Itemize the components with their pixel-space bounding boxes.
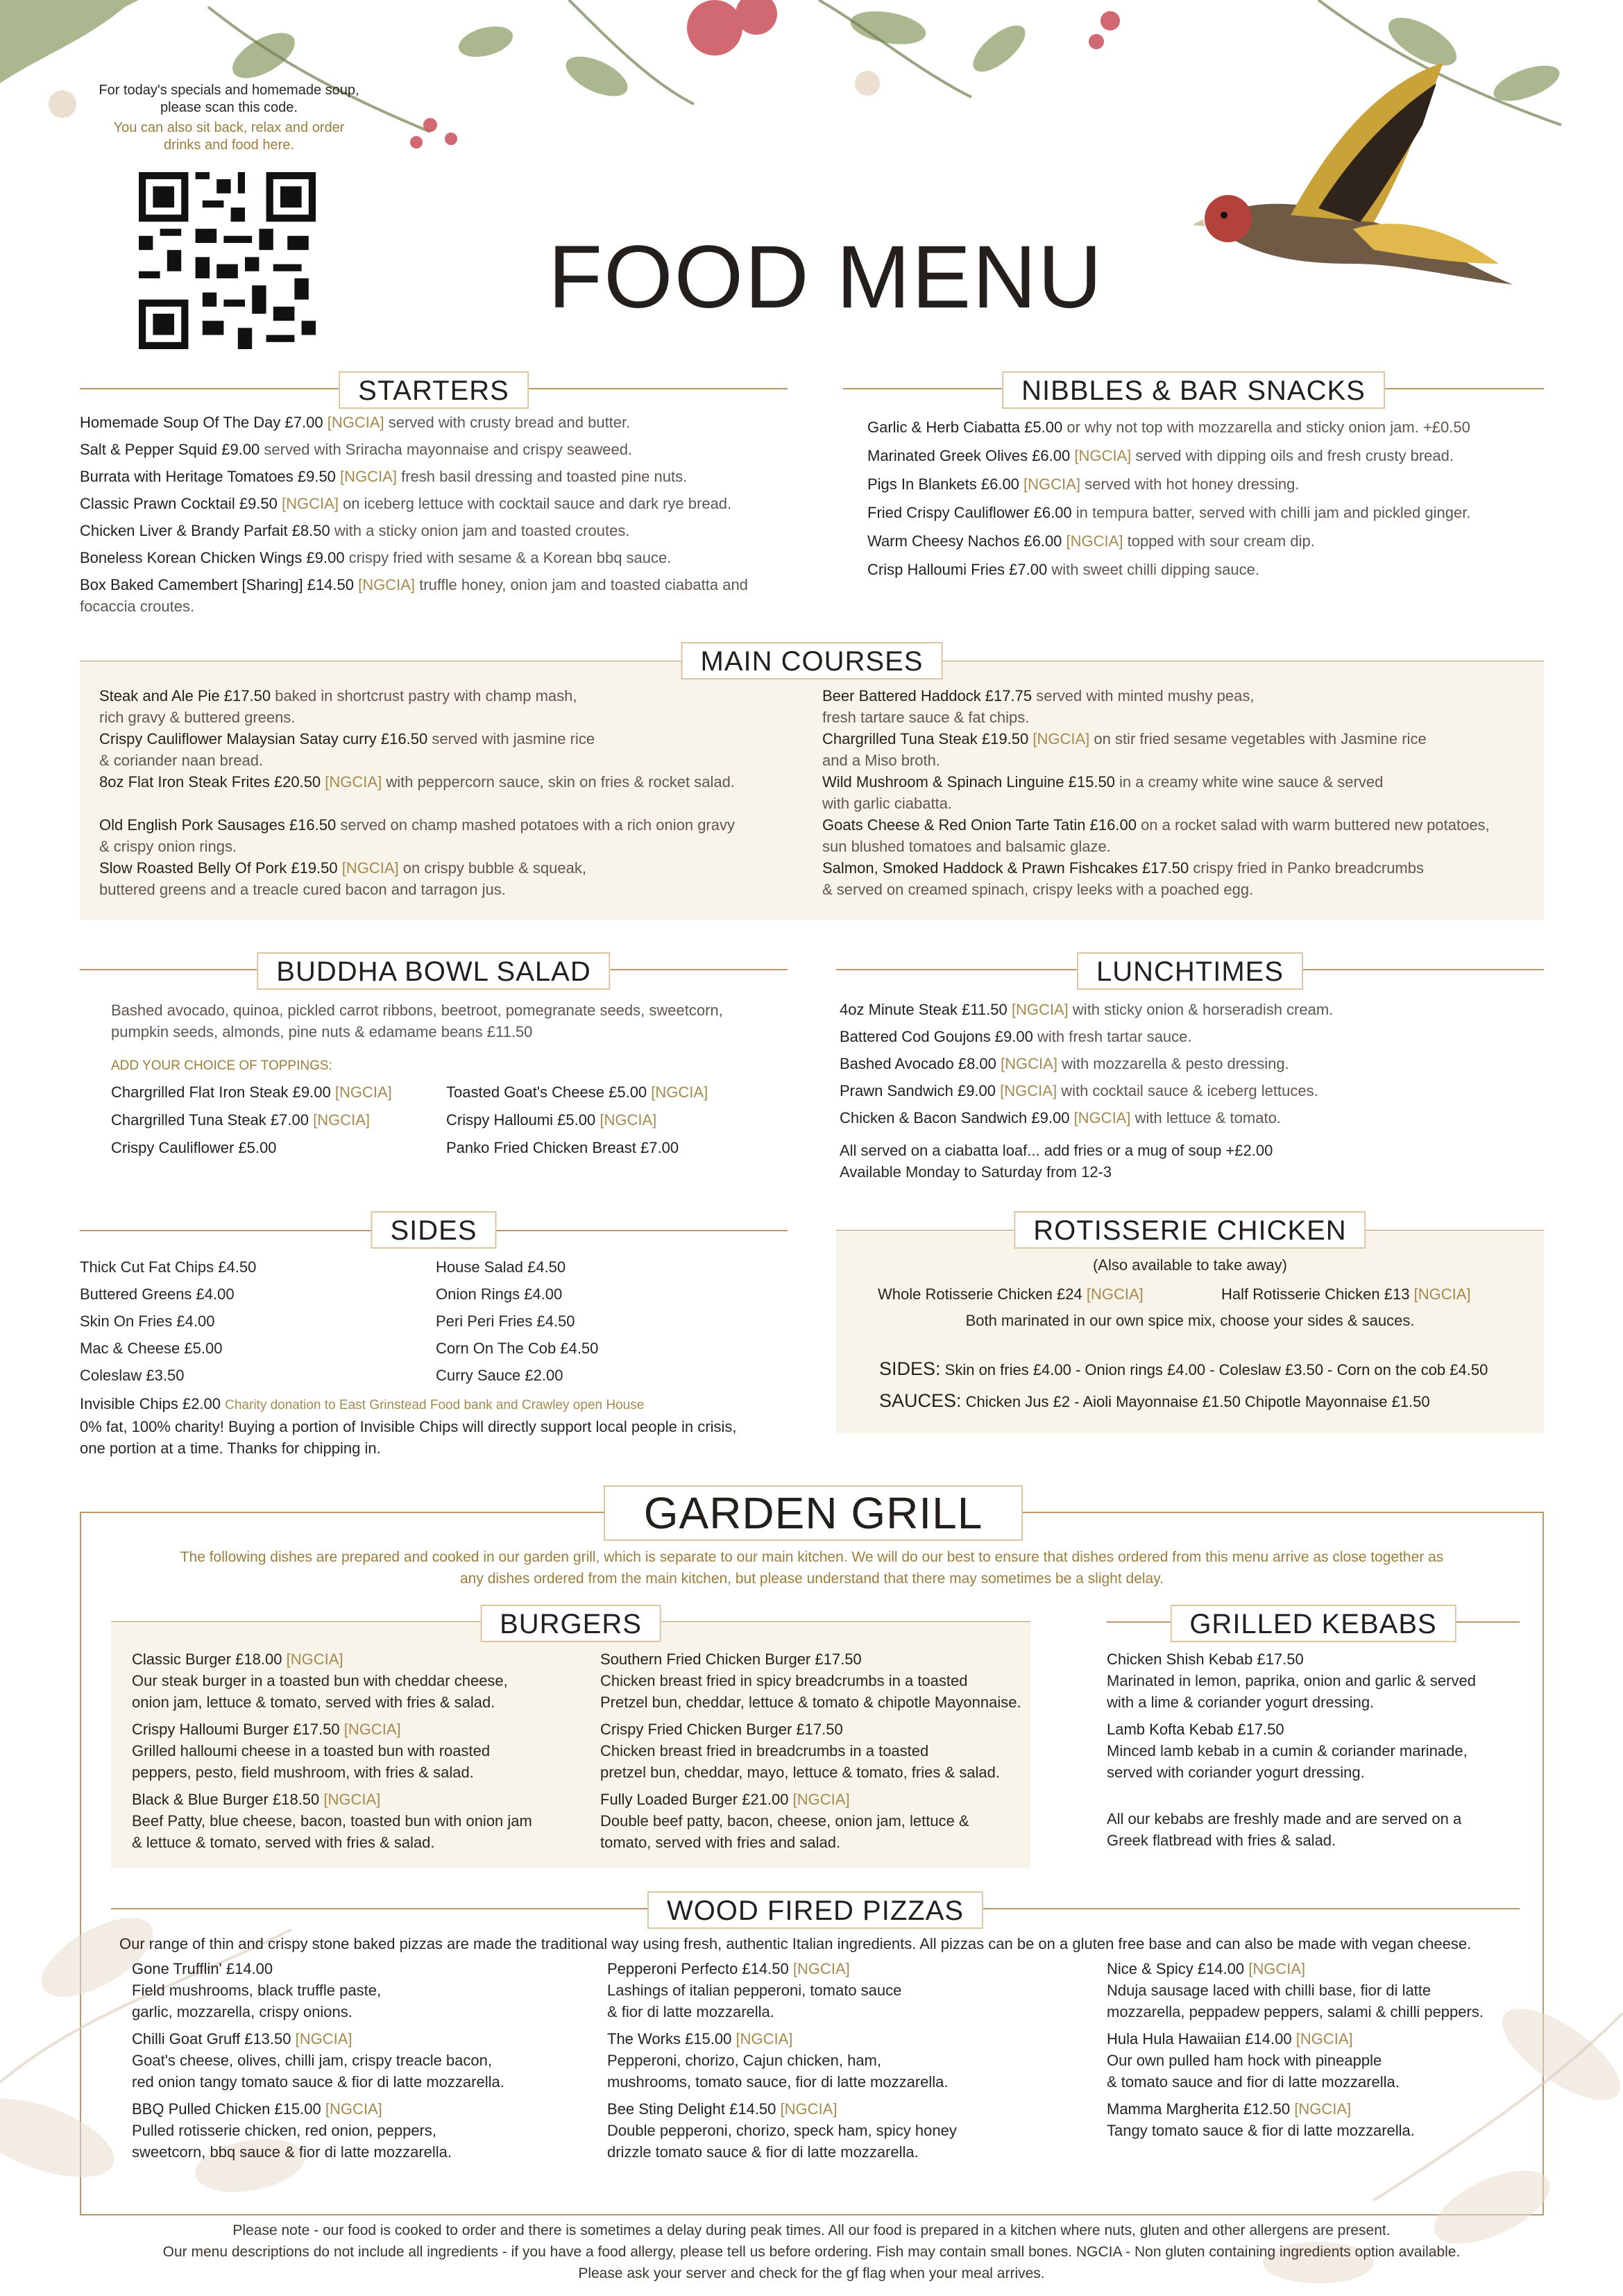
item-name: Invisible Chips £2.00 bbox=[80, 1395, 221, 1412]
item-desc: on iceberg lettuce with cocktail sauce and dark rye bread. bbox=[343, 495, 732, 512]
item-desc: served with minted mushy peas, bbox=[1036, 687, 1255, 704]
rotisserie-whole bbox=[878, 1283, 1144, 1305]
item-desc: topped with sour cream dip. bbox=[1127, 532, 1315, 550]
item-desc: & coriander naan bread. bbox=[99, 752, 264, 769]
item-desc: garlic, mozzarella, crispy onions. bbox=[132, 2003, 352, 2020]
topping-item bbox=[446, 1081, 779, 1103]
toppings-left bbox=[111, 1081, 444, 1158]
menu-item bbox=[132, 1648, 576, 1670]
item-name: Crispy Halloumi £5.00 bbox=[446, 1111, 596, 1129]
item-name: Half Rotisserie Chicken £13 bbox=[1221, 1285, 1410, 1303]
item-desc: & fior di latte mozzarella. bbox=[607, 2003, 774, 2020]
qr-instructions bbox=[66, 82, 392, 154]
ngcia-tag: [NGCIA] bbox=[334, 1083, 392, 1101]
item-desc: onion jam, lettuce & tomato, served with fries & salad. bbox=[132, 1694, 495, 1711]
item-desc: fresh basil dressing and toasted pine nuts. bbox=[401, 468, 688, 485]
item-desc: tomato, served with fries and salad. bbox=[600, 1834, 841, 1851]
item-desc: served with coriander yogurt dressing. bbox=[1107, 1764, 1365, 1781]
ngcia-tag: [NGCIA] bbox=[1011, 1001, 1069, 1018]
item-name: Bee Sting Delight £14.50 bbox=[607, 2100, 776, 2118]
ngcia-tag: [NGCIA] bbox=[341, 859, 399, 877]
mains-right-column bbox=[822, 685, 1544, 900]
menu-item bbox=[80, 574, 760, 617]
pizzas-intro: Our range of thin and crispy stone baked pizzas are made the traditional way using fresh, authentic Italian ingredients. All pizzas can be on a gluten free base and can also be made with vegan cheese. bbox=[119, 1935, 1472, 1952]
rotisserie-sub: (Also available to take away) bbox=[1092, 1256, 1288, 1274]
item-desc: Chicken breast fried in spicy breadcrumbs in a toasted bbox=[600, 1672, 968, 1689]
item-name: Prawn Sandwich £9.00 bbox=[840, 1082, 996, 1099]
item-desc: truffle honey, onion jam and toasted ciabatta and focaccia croutes. bbox=[80, 576, 748, 615]
item-desc: red onion tangy tomato sauce & fior di latte mozzarella. bbox=[132, 2073, 504, 2091]
menu-item bbox=[600, 1719, 1030, 1740]
intro-line: The following dishes are prepared and cooked in our garden grill, which is separate to our main kitchen. We will do our best to ensure that dishes ordered from this menu arrive as close together as bbox=[180, 1549, 1444, 1565]
item-name: Chicken Shish Kebab £17.50 bbox=[1107, 1651, 1304, 1668]
qr-text-2: please scan this code. bbox=[160, 100, 298, 115]
ngcia-tag: [NGCIA] bbox=[1086, 1285, 1144, 1303]
invisible-chips bbox=[80, 1393, 788, 1459]
rotisserie-half bbox=[1221, 1283, 1471, 1305]
side-item: Skin On Fries £4.00 bbox=[80, 1312, 215, 1330]
item-name: Chargrilled Tuna Steak £7.00 bbox=[111, 1111, 309, 1129]
item-name: Nice & Spicy £14.00 bbox=[1107, 1960, 1245, 1977]
ngcia-tag: [NGCIA] bbox=[325, 2100, 382, 2118]
kebabs-title: GRILLED KEBABS bbox=[1170, 1605, 1456, 1642]
item-name: Burrata with Heritage Tomatoes £9.50 bbox=[80, 468, 336, 485]
ngcia-tag: [NGCIA] bbox=[1033, 730, 1090, 748]
menu-item bbox=[99, 857, 821, 900]
menu-item bbox=[1107, 2098, 1520, 2120]
item-desc: mushrooms, tomato sauce, fior di latte mozzarella. bbox=[607, 2073, 949, 2091]
rotisserie-section bbox=[836, 1211, 1544, 1433]
item-name: Crispy Halloumi Burger £17.50 bbox=[132, 1721, 340, 1738]
item-desc: with a lime & coriander yogurt dressing. bbox=[1107, 1694, 1375, 1711]
item-desc: rich gravy & buttered greens. bbox=[99, 709, 296, 726]
item-desc: drizzle tomato sauce & fior di latte mozzarella. bbox=[607, 2143, 919, 2161]
lunch-list bbox=[840, 999, 1540, 1183]
menu-item bbox=[867, 530, 1544, 552]
ngcia-tag: [NGCIA] bbox=[323, 1791, 381, 1808]
item-name: Steak and Ale Pie £17.50 bbox=[99, 687, 271, 704]
qr-text-4: drinks and food here. bbox=[164, 137, 294, 153]
item-desc: sun blushed tomatoes and balsamic glaze. bbox=[822, 838, 1111, 855]
pizza-column bbox=[132, 1958, 562, 2163]
intro-line: any dishes ordered from the main kitchen, but please understand that there may sometimes be a slight delay. bbox=[460, 1571, 1164, 1587]
charity-note: Charity donation to East Grinstead Food bank and Crawley open House bbox=[225, 1398, 645, 1412]
menu-item bbox=[80, 466, 788, 487]
pizzas-title: WOOD FIRED PIZZAS bbox=[647, 1891, 983, 1929]
ngcia-tag: [NGCIA] bbox=[1413, 1285, 1471, 1303]
item-name: Wild Mushroom & Spinach Linguine £15.50 bbox=[822, 773, 1115, 791]
garden-grill-intro bbox=[97, 1546, 1527, 1589]
burgers-section bbox=[111, 1605, 1030, 1868]
item-name: Boneless Korean Chicken Wings £9.00 bbox=[80, 549, 345, 566]
sides-section bbox=[80, 1211, 788, 1468]
item-name: Crispy Cauliflower Malaysian Satay curry £16.50 bbox=[99, 730, 428, 748]
page-title: FOOD MENU bbox=[547, 228, 1104, 327]
ngcia-tag: [NGCIA] bbox=[358, 576, 416, 593]
item-desc: peppers, pesto, field mushroom, with fries & salad. bbox=[132, 1764, 474, 1781]
item-desc: Beef Patty, blue cheese, bacon, toasted bun with onion jam bbox=[132, 1812, 532, 1830]
side-item: Mac & Cheese £5.00 bbox=[80, 1340, 223, 1357]
item-name: Gone Trufflin' £14.00 bbox=[132, 1960, 273, 1977]
item-desc: Tangy tomato sauce & fior di latte mozzarella. bbox=[1107, 2122, 1415, 2139]
item-desc: on crispy bubble & squeak, bbox=[402, 859, 586, 877]
item-desc: Pretzel bun, cheddar, lettuce & tomato & chipotle Mayonnaise. bbox=[600, 1694, 1021, 1711]
ngcia-tag: [NGCIA] bbox=[1295, 2030, 1353, 2048]
kebab-note: Greek flatbread with fries & salad. bbox=[1107, 1832, 1336, 1849]
footer-line: Please ask your server and check for the gf flag when your meal arrives. bbox=[578, 2265, 1045, 2281]
nibbles-title: NIBBLES & BAR SNACKS bbox=[1002, 371, 1385, 409]
kebabs-list bbox=[1107, 1648, 1520, 1851]
item-desc: and a Miso broth. bbox=[822, 752, 940, 769]
item-name: Mamma Margherita £12.50 bbox=[1107, 2100, 1291, 2118]
item-desc: & lettuce & tomato, served with fries & salad. bbox=[132, 1834, 435, 1851]
item-name: Southern Fried Chicken Burger £17.50 bbox=[600, 1651, 862, 1668]
sides-left bbox=[80, 1256, 434, 1386]
starters-section bbox=[80, 371, 788, 628]
ngcia-tag: [NGCIA] bbox=[327, 414, 384, 431]
item-desc: served on champ mashed potatoes with a rich onion gravy bbox=[340, 816, 735, 834]
item-name: Crispy Fried Chicken Burger £17.50 bbox=[600, 1721, 843, 1738]
menu-item bbox=[607, 2028, 1051, 2050]
item-name: 8oz Flat Iron Steak Frites £20.50 bbox=[99, 773, 321, 791]
menu-item bbox=[822, 814, 1544, 857]
ngcia-tag: [NGCIA] bbox=[1023, 475, 1080, 493]
starters-title: STARTERS bbox=[339, 371, 529, 409]
qr-text-1: For today's specials and homemade soup, bbox=[99, 83, 359, 98]
menu-item bbox=[99, 814, 821, 857]
sides-label: SIDES: bbox=[879, 1358, 941, 1379]
menu-item bbox=[607, 1958, 1051, 1980]
item-name: Marinated Greek Olives £6.00 bbox=[867, 447, 1071, 464]
ngcia-tag: [NGCIA] bbox=[343, 1721, 401, 1738]
item-desc: Minced lamb kebab in a cumin & coriander marinade, bbox=[1107, 1742, 1468, 1759]
qr-text-3: You can also sit back, relax and order bbox=[113, 120, 345, 135]
menu-item bbox=[840, 1026, 1540, 1047]
item-desc: Our steak burger in a toasted bun with cheddar cheese, bbox=[132, 1672, 508, 1689]
ngcia-tag: [NGCIA] bbox=[736, 2030, 793, 2048]
ngcia-tag: [NGCIA] bbox=[780, 2100, 838, 2118]
item-name: Homemade Soup Of The Day £7.00 bbox=[80, 414, 323, 431]
item-desc: Grilled halloumi cheese in a toasted bun with roasted bbox=[132, 1742, 491, 1759]
item-desc: on stir fried sesame vegetables with Jasmine rice bbox=[1094, 730, 1427, 748]
menu-item bbox=[840, 1080, 1540, 1101]
item-name: Chargrilled Tuna Steak £19.50 bbox=[822, 730, 1029, 748]
item-name: Battered Cod Goujons £9.00 bbox=[840, 1028, 1033, 1045]
ngcia-tag: [NGCIA] bbox=[1074, 447, 1132, 464]
item-desc: & served on creamed spinach, crispy leeks with a poached egg. bbox=[822, 881, 1254, 898]
item-name: Salt & Pepper Squid £9.00 bbox=[80, 441, 260, 458]
item-desc: with lettuce & tomato. bbox=[1135, 1109, 1281, 1126]
menu-item bbox=[132, 1719, 576, 1740]
ngcia-tag: [NGCIA] bbox=[295, 2030, 352, 2048]
side-item: Coleslaw £3.50 bbox=[80, 1367, 185, 1384]
nibbles-list bbox=[867, 416, 1544, 580]
menu-item bbox=[600, 1789, 1030, 1810]
item-desc: in tempura batter, served with chilli jam and pickled ginger. bbox=[1076, 504, 1471, 521]
item-name: Slow Roasted Belly Of Pork £19.50 bbox=[99, 859, 338, 877]
ngcia-tag: [NGCIA] bbox=[792, 1791, 850, 1808]
garden-grill-title: GARDEN GRILL bbox=[604, 1485, 1023, 1541]
item-desc: with garlic ciabatta. bbox=[822, 795, 953, 812]
item-desc: & crispy onion rings. bbox=[99, 838, 237, 855]
charity-desc: one portion at a time. Thanks for chipping in. bbox=[80, 1440, 381, 1457]
footer-line: Our menu descriptions do not include all ingredients - if you have a food allergy, please tell us before ordering. Fish may contain small bones. NGCIA - Non gluten containing ingredients option available. bbox=[162, 2244, 1461, 2260]
rotisserie-sauces bbox=[879, 1390, 1430, 1412]
qr-code[interactable] bbox=[139, 172, 316, 349]
item-desc: mozzarella, peppadew peppers, salami & chilli peppers. bbox=[1107, 2003, 1484, 2020]
item-desc: served with dipping oils and fresh crusty bread. bbox=[1135, 447, 1454, 464]
side-item: Buttered Greens £4.00 bbox=[80, 1285, 235, 1303]
rotisserie-marinated: Both marinated in our own spice mix, choose your sides & sauces. bbox=[965, 1312, 1415, 1329]
item-desc: with cocktail sauce & iceberg lettuces. bbox=[1061, 1082, 1318, 1099]
buddha-desc-line: pumpkin seeds, almonds, pine nuts & edamame beans £11.50 bbox=[111, 1023, 533, 1040]
item-desc: crispy fried in Panko breadcrumbs bbox=[1193, 859, 1424, 877]
item-desc: Double beef patty, bacon, cheese, onion jam, lettuce & bbox=[600, 1812, 969, 1830]
menu-item bbox=[822, 685, 1544, 728]
buddha-bowl-section bbox=[80, 952, 788, 1174]
item-name: Crisp Halloumi Fries £7.00 bbox=[867, 561, 1048, 578]
item-desc: Pepperoni, chorizo, Cajun chicken, ham, bbox=[607, 2052, 881, 2069]
item-name: Crispy Cauliflower £5.00 bbox=[111, 1139, 277, 1156]
item-desc: Chicken breast fried in breadcrumbs in a toasted bbox=[600, 1742, 929, 1759]
topping-item bbox=[111, 1081, 444, 1103]
sauces-list: Chicken Jus £2 - Aioli Mayonnaise £1.50 Chipotle Mayonnaise £1.50 bbox=[965, 1393, 1430, 1410]
item-name: Chilli Goat Gruff £13.50 bbox=[132, 2030, 291, 2048]
item-name: Pigs In Blankets £6.00 bbox=[867, 475, 1019, 493]
item-desc: Pulled rotisserie chicken, red onion, peppers, bbox=[132, 2122, 437, 2139]
sides-right bbox=[436, 1256, 783, 1386]
menu-item bbox=[840, 999, 1540, 1020]
item-desc: Our own pulled ham hock with pineapple bbox=[1107, 2052, 1382, 2069]
menu-item bbox=[1107, 1719, 1520, 1740]
item-desc: on a rocket salad with warm buttered new potatoes, bbox=[1141, 816, 1490, 834]
ngcia-tag: [NGCIA] bbox=[1294, 2100, 1352, 2118]
item-name: Classic Prawn Cocktail £9.50 bbox=[80, 495, 278, 512]
item-desc: Marinated in lemon, paprika, onion and garlic & served bbox=[1107, 1672, 1476, 1689]
buddha-desc-line: Bashed avocado, quinoa, pickled carrot ribbons, beetroot, pomegranate seeds, sweetcorn, bbox=[111, 1002, 723, 1019]
item-desc: & tomato sauce and fior di latte mozzarella. bbox=[1107, 2073, 1400, 2091]
side-item: Thick Cut Fat Chips £4.50 bbox=[80, 1258, 257, 1276]
item-name: Salmon, Smoked Haddock & Prawn Fishcakes £17.50 bbox=[822, 859, 1189, 877]
item-name: Black & Blue Burger £18.50 bbox=[132, 1791, 320, 1808]
item-name: Old English Pork Sausages £16.50 bbox=[99, 816, 337, 834]
menu-item bbox=[822, 857, 1544, 900]
item-name: Toasted Goat's Cheese £5.00 bbox=[446, 1083, 647, 1101]
item-name: Box Baked Camembert [Sharing] £14.50 bbox=[80, 576, 355, 593]
item-desc: fresh tartare sauce & fat chips. bbox=[822, 709, 1030, 726]
ngcia-tag: [NGCIA] bbox=[313, 1111, 370, 1129]
pizza-column bbox=[1107, 1958, 1520, 2141]
footer-notes bbox=[42, 2220, 1581, 2284]
item-name: Panko Fried Chicken Breast £7.00 bbox=[446, 1139, 679, 1156]
item-desc: with a sticky onion jam and toasted croutes. bbox=[334, 522, 630, 539]
menu-item bbox=[840, 1053, 1540, 1074]
ngcia-tag: [NGCIA] bbox=[600, 1111, 657, 1129]
ngcia-tag: [NGCIA] bbox=[651, 1083, 708, 1101]
item-desc: buttered greens and a treacle cured bacon and tarragon jus. bbox=[99, 881, 506, 898]
item-name: BBQ Pulled Chicken £15.00 bbox=[132, 2100, 321, 2118]
item-name: Goats Cheese & Red Onion Tarte Tatin £16.00 bbox=[822, 816, 1137, 834]
side-item: House Salad £4.50 bbox=[436, 1258, 566, 1276]
item-desc: Lashings of italian pepperoni, tomato sauce bbox=[607, 1982, 902, 1999]
side-item: Peri Peri Fries £4.50 bbox=[436, 1312, 575, 1330]
item-name: 4oz Minute Steak £11.50 bbox=[840, 1001, 1008, 1018]
menu-item bbox=[607, 2098, 1051, 2120]
item-desc: baked in shortcrust pastry with champ mash, bbox=[275, 687, 577, 704]
item-name: Lamb Kofta Kebab £17.50 bbox=[1107, 1721, 1284, 1738]
topping-item bbox=[111, 1109, 444, 1131]
ngcia-tag: [NGCIA] bbox=[792, 1960, 850, 1977]
menu-item bbox=[822, 728, 1544, 771]
ngcia-tag: [NGCIA] bbox=[1001, 1055, 1057, 1072]
ngcia-tag: [NGCIA] bbox=[1073, 1109, 1131, 1126]
ngcia-tag: [NGCIA] bbox=[1000, 1082, 1057, 1099]
ngcia-tag: [NGCIA] bbox=[286, 1651, 343, 1668]
menu-item bbox=[80, 439, 788, 460]
starters-list bbox=[80, 412, 788, 617]
main-courses-section bbox=[80, 642, 1544, 920]
item-desc: pretzel bun, cheddar, mayo, lettuce & tomato, fries & salad. bbox=[600, 1764, 1000, 1781]
toppings-label: ADD YOUR CHOICE OF TOPPINGS: bbox=[111, 1058, 332, 1073]
buddha-bowl-title: BUDDHA BOWL SALAD bbox=[257, 952, 610, 990]
item-desc: served with jasmine rice bbox=[432, 730, 595, 748]
topping-item bbox=[446, 1109, 779, 1131]
menu-item bbox=[132, 1789, 576, 1810]
toppings-right bbox=[446, 1081, 779, 1158]
menu-item bbox=[99, 728, 821, 771]
menu-item bbox=[867, 416, 1544, 438]
item-name: Hula Hula Hawaiian £14.00 bbox=[1107, 2030, 1292, 2048]
item-desc: served with Sriracha mayonnaise and crispy seaweed. bbox=[264, 441, 633, 458]
item-name: Chicken Liver & Brandy Parfait £8.50 bbox=[80, 522, 330, 539]
ngcia-tag: [NGCIA] bbox=[1066, 532, 1123, 550]
pizza-column bbox=[607, 1958, 1051, 2163]
item-desc: with sticky onion & horseradish cream. bbox=[1072, 1001, 1334, 1018]
menu-item bbox=[80, 547, 788, 568]
menu-item bbox=[80, 493, 788, 514]
item-name: Fully Loaded Burger £21.00 bbox=[600, 1791, 789, 1808]
nibbles-section bbox=[843, 371, 1544, 600]
menu-item bbox=[132, 2098, 562, 2120]
item-desc: in a creamy white wine sauce & served bbox=[1119, 773, 1384, 791]
item-name: Chargrilled Flat Iron Steak £9.00 bbox=[111, 1083, 331, 1101]
kebab-note: All our kebabs are freshly made and are served on a bbox=[1107, 1810, 1462, 1827]
side-item: Onion Rings £4.00 bbox=[436, 1285, 563, 1303]
item-desc: Double pepperoni, chorizo, speck ham, spicy honey bbox=[607, 2122, 957, 2139]
item-desc: sweetcorn, bbq sauce & fior di latte mozzarella. bbox=[132, 2143, 452, 2161]
item-desc: or why not top with mozzarella and sticky onion jam. +£0.50 bbox=[1067, 419, 1470, 436]
topping-item bbox=[446, 1137, 779, 1158]
item-desc: with peppercorn sauce, skin on fries & rocket salad. bbox=[386, 773, 735, 791]
footer-line: Please note - our food is cooked to order and there is sometimes a delay during peak times. All our food is prepared in a kitchen where nuts, gluten and other allergens are present. bbox=[232, 2222, 1391, 2238]
ngcia-tag: [NGCIA] bbox=[340, 468, 397, 485]
item-name: Classic Burger £18.00 bbox=[132, 1651, 282, 1668]
item-desc: served with hot honey dressing. bbox=[1085, 475, 1300, 493]
menu-item bbox=[867, 473, 1544, 495]
buddha-desc bbox=[111, 999, 777, 1043]
side-item: Corn On The Cob £4.50 bbox=[436, 1340, 599, 1357]
rotisserie-title: ROTISSERIE CHICKEN bbox=[1014, 1211, 1366, 1249]
item-name: Bashed Avocado £8.00 bbox=[840, 1055, 996, 1072]
lunch-note: All served on a ciabatta loaf... add fries or a mug of soup +£2.00 bbox=[840, 1142, 1273, 1159]
burgers-left bbox=[132, 1648, 576, 1853]
charity-desc: 0% fat, 100% charity! Buying a portion of Invisible Chips will directly support local people in crisis, bbox=[80, 1418, 737, 1435]
sides-title: SIDES bbox=[371, 1211, 496, 1249]
menu-item bbox=[132, 2028, 562, 2050]
pizzas-section bbox=[111, 1891, 1520, 2197]
menu-item bbox=[80, 412, 788, 433]
ngcia-tag: [NGCIA] bbox=[325, 773, 382, 791]
item-desc: Field mushrooms, black truffle paste, bbox=[132, 1982, 382, 1999]
menu-item bbox=[80, 520, 788, 541]
menu-item bbox=[99, 771, 821, 793]
item-desc: Goat's cheese, olives, chilli jam, crispy treacle bacon, bbox=[132, 2052, 492, 2069]
item-desc: Nduja sausage laced with chilli base, fior di latte bbox=[1107, 1982, 1431, 1999]
item-desc: crispy fried with sesame & a Korean bbq sauce. bbox=[348, 549, 672, 566]
menu-item bbox=[822, 771, 1544, 814]
lunchtimes-section bbox=[836, 952, 1544, 1188]
menu-item bbox=[867, 502, 1544, 523]
topping-item bbox=[111, 1137, 444, 1158]
menu-item bbox=[1107, 1958, 1520, 1980]
mains-left-column bbox=[99, 685, 821, 900]
menu-item bbox=[867, 559, 1544, 580]
item-name: Garlic & Herb Ciabatta £5.00 bbox=[867, 419, 1063, 436]
ngcia-tag: [NGCIA] bbox=[282, 495, 339, 512]
sides-list: Skin on fries £4.00 - Onion rings £4.00 - Coleslaw £3.50 - Corn on the cob £4.50 bbox=[944, 1361, 1488, 1378]
lunch-note: Available Monday to Saturday from 12-3 bbox=[840, 1163, 1112, 1181]
burgers-title: BURGERS bbox=[480, 1605, 661, 1642]
main-courses-title: MAIN COURSES bbox=[681, 642, 943, 679]
item-name: The Works £15.00 bbox=[607, 2030, 732, 2048]
menu-item bbox=[1107, 1648, 1520, 1670]
item-desc: with mozzarella & pesto dressing. bbox=[1062, 1055, 1289, 1072]
item-name: Fried Crispy Cauliflower £6.00 bbox=[867, 504, 1072, 521]
item-name: Whole Rotisserie Chicken £24 bbox=[878, 1285, 1082, 1303]
menu-item bbox=[1107, 2028, 1520, 2050]
menu-item bbox=[132, 1958, 562, 1980]
side-item: Curry Sauce £2.00 bbox=[436, 1367, 563, 1384]
item-desc: with fresh tartar sauce. bbox=[1037, 1028, 1192, 1045]
lunchtimes-title: LUNCHTIMES bbox=[1077, 952, 1303, 990]
menu-item bbox=[99, 685, 821, 728]
item-name: Chicken & Bacon Sandwich £9.00 bbox=[840, 1109, 1070, 1126]
sauces-label: SAUCES: bbox=[879, 1390, 962, 1411]
menu-item bbox=[840, 1107, 1540, 1129]
menu-item bbox=[600, 1648, 1030, 1670]
burgers-right bbox=[600, 1648, 1030, 1853]
rotisserie-sides bbox=[879, 1358, 1488, 1381]
ngcia-tag: [NGCIA] bbox=[1248, 1960, 1306, 1977]
kebabs-section bbox=[1107, 1605, 1520, 1862]
item-name: Beer Battered Haddock £17.75 bbox=[822, 687, 1033, 704]
menu-item bbox=[867, 445, 1544, 466]
item-name: Pepperoni Perfecto £14.50 bbox=[607, 1960, 789, 1977]
item-desc: with sweet chilli dipping sauce. bbox=[1051, 561, 1259, 578]
bird-illustration bbox=[1193, 56, 1540, 305]
item-desc: served with crusty bread and butter. bbox=[388, 414, 631, 431]
item-name: Warm Cheesy Nachos £6.00 bbox=[867, 532, 1062, 550]
